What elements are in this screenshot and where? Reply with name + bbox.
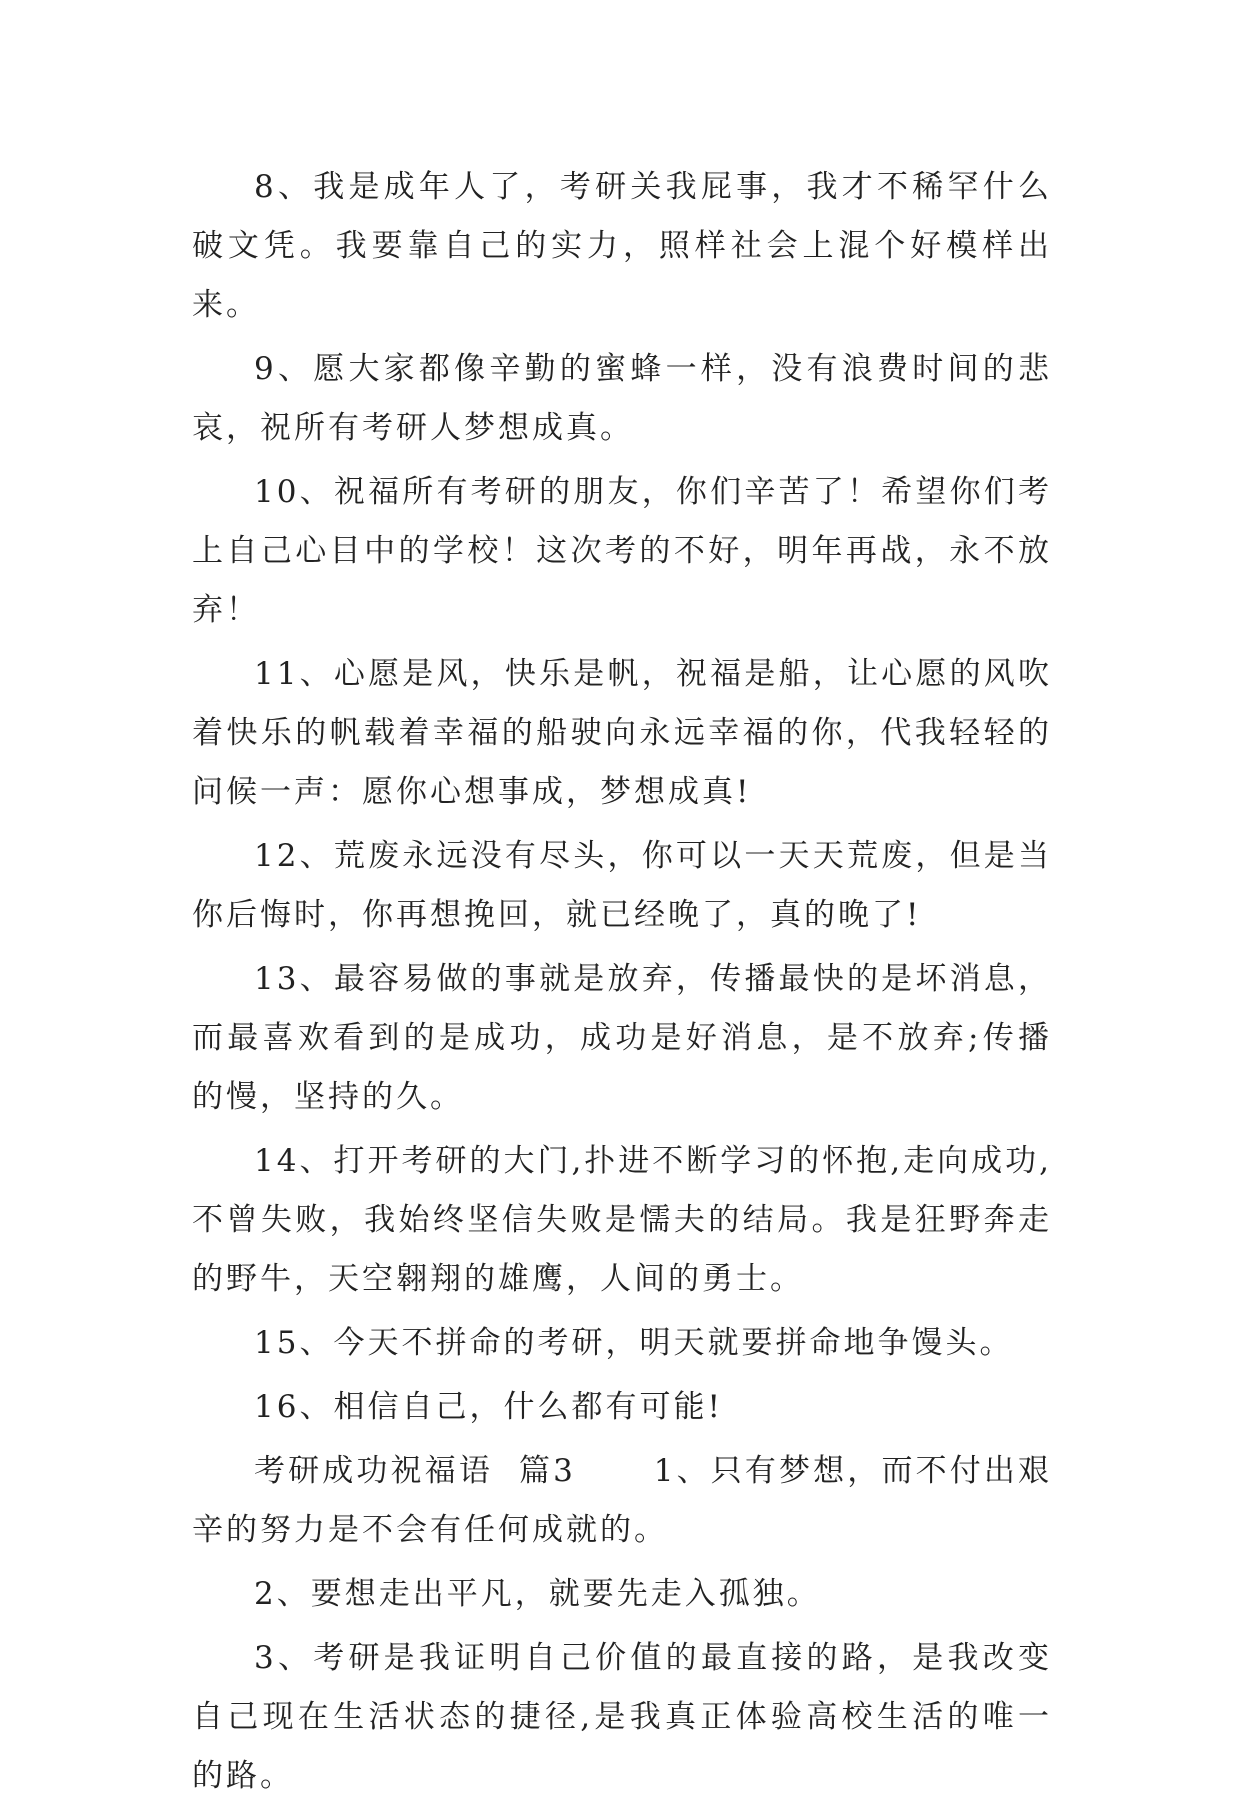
paragraph-13: 13、最容易做的事就是放弃，传播最快的是坏消息，而最喜欢看到的是成功，成功是好消息，是不放弃;传播的慢，坚持的久。 [192, 961, 1052, 1115]
paragraph-8: 8、我是成年人了，考研关我屁事，我才不稀罕什么破文凭。我要靠自己的实力，照样社会上混个好模样出来。 [192, 169, 1052, 323]
paragraph-9: 9、愿大家都像辛勤的蜜蜂一样，没有浪费时间的悲哀，祝所有考研人梦想成真。 [192, 351, 1052, 446]
paragraph-16: 16、相信自己，什么都有可能! [254, 1389, 723, 1425]
document-page [192, 158, 1052, 1811]
paragraph-15: 15、今天不拼命的考研，明天就要拼命地争馒头。 [254, 1325, 1014, 1361]
section-heading-paragraph: 考研成功祝福语 篇3 1、只有梦想，而不付出艰辛的努力是不会有任何成就的。 [192, 1453, 1052, 1548]
paragraph-14: 14、打开考研的大门,扑进不断学习的怀抱,走向成功,不曾失败，我始终坚信失败是懦夫的结局。我是狂野奔走的野牛，天空翱翔的雄鹰，人间的勇士。 [192, 1143, 1053, 1297]
paragraph-3: 3、考研是我证明自己价值的最直接的路，是我改变自己现在生活状态的捷径,是我真正体验高校生活的唯一的路。 [192, 1640, 1052, 1794]
paragraph-12: 12、荒废永远没有尽头，你可以一天天荒废，但是当你后悔时，你再想挽回，就已经晚了，真的晚了! [192, 838, 1052, 933]
paragraph-10: 10、祝福所有考研的朋友，你们辛苦了！希望你们考上自己心目中的学校！这次考的不好，明年再战，永不放弃！ [192, 474, 1052, 628]
paragraph-2: 2、要想走出平凡，就要先走入孤独。 [254, 1576, 821, 1612]
paragraph-11: 11、心愿是风，快乐是帆，祝福是船，让心愿的风吹着快乐的帆载着幸福的船驶向永远幸福的你，代我轻轻的问候一声：愿你心想事成，梦想成真! [192, 656, 1052, 810]
